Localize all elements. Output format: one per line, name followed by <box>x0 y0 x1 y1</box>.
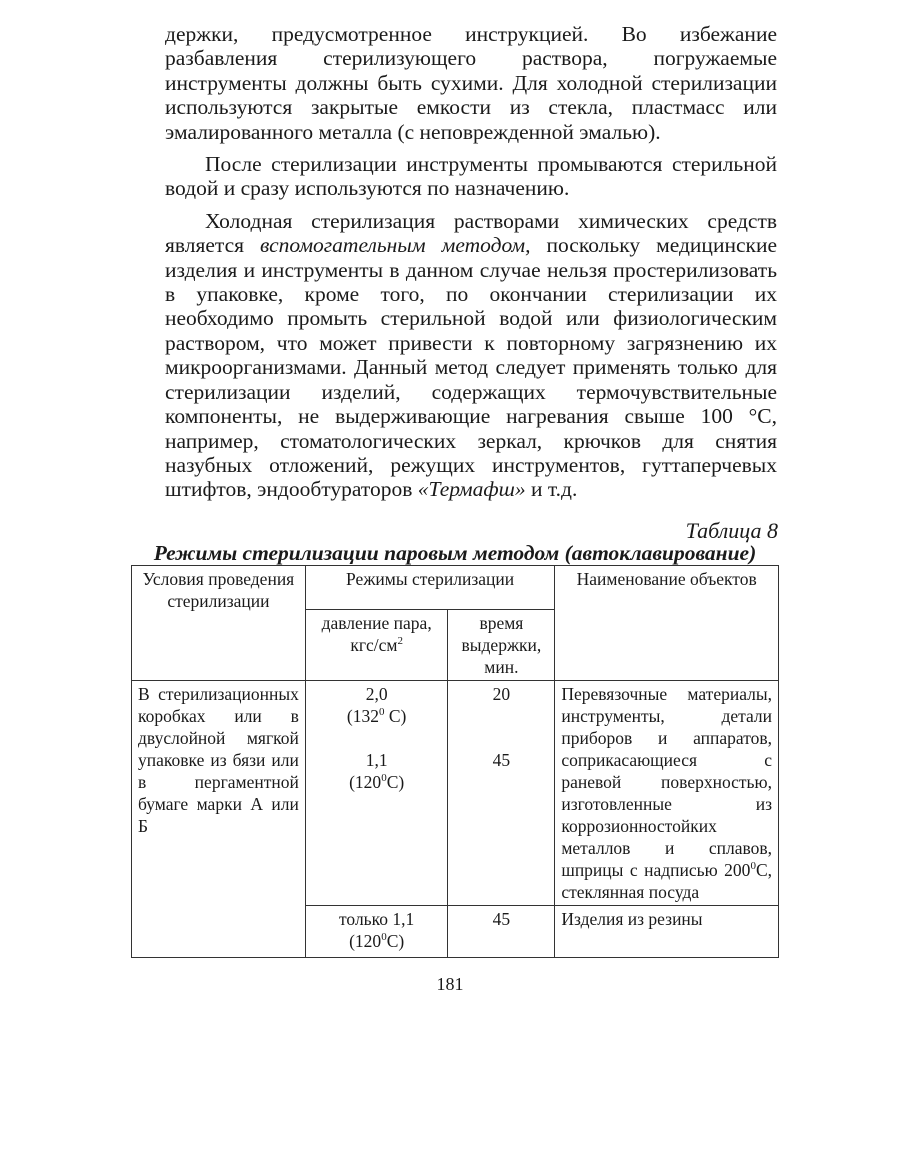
temp-unit: С) <box>386 772 405 792</box>
cell-temperature <box>312 771 442 793</box>
temp-text: (132 <box>346 706 379 726</box>
cell-time-value: 45 <box>492 750 511 770</box>
temp-unit: С) <box>384 706 407 726</box>
cell-pressure-value: 1,1 <box>365 750 388 770</box>
cell-time: 45 <box>448 906 555 958</box>
page-number: 181 <box>436 974 464 994</box>
cell-pressure-value: 2,0 <box>365 684 388 704</box>
cell-temperature <box>312 705 442 727</box>
cell-conditions: В стерилизационных коробках или в двуслойной мягкой упаковке из бязи или в пергаментной бумаге марки А или Б <box>132 681 306 958</box>
temp-unit: С) <box>386 931 405 951</box>
header-time: время выдержки, мин. <box>448 610 555 681</box>
paragraph-3-italic-2: «Термафш» <box>417 477 526 502</box>
header-pressure <box>305 610 448 681</box>
paragraph-3-part-3: и т.д. <box>525 477 578 502</box>
objects-sup: 0 <box>750 860 756 873</box>
paragraph-3-italic: вспомогательным методом, <box>260 233 531 258</box>
header-conditions: Условия проведения стерилизации <box>132 566 306 681</box>
table-number: Таблица 8 <box>685 518 778 543</box>
temp-text: (120 <box>349 772 382 792</box>
objects-text-end: С, стеклянная посуда <box>561 860 772 902</box>
cell-time <box>448 681 555 906</box>
header-modes: Режимы стерилизации <box>305 566 554 610</box>
temp-text: (120 <box>349 931 382 951</box>
paragraph-3-part-2: поскольку медицинские изделия и инструменты в данном случае нельзя простерилизовать в упаковке, кроме того, по окончании стерилизации их необходимо промыть стерильной водой или физиологическим раствором, что может привести к повторному загрязнению их микроорганизмами. Данный метод следует применять только для стерилизации изделий, содержащих термочувствительные компоненты, не выдерживающие нагревания свыше 100 °С, например, стоматологических зеркал, крючков для снятия назубных отложений, режущих инструментов, гуттаперчевых штифтов, эндообтураторов <box>165 233 777 502</box>
body-text <box>165 22 777 510</box>
cell-pressure-value: только 1,1 <box>339 909 415 929</box>
paragraph-2: После стерилизации инструменты промываются стерильной водой и сразу используются по назначению. <box>165 152 777 201</box>
cell-spacer <box>454 705 548 749</box>
table-title: Режимы стерилизации паровым методом (автоклавирование) <box>153 541 757 565</box>
cell-pressure <box>305 681 448 906</box>
paragraph-3 <box>165 209 777 502</box>
cell-objects <box>555 681 779 906</box>
temp-sup: 0 <box>381 931 387 944</box>
objects-text: Перевязочные материалы, инструменты, детали приборов и аппаратов, соприкасающиеся с раневой поверхностью, изготовленные из коррозионностойких металлов и сплавов, шприцы с надписью 200 <box>561 684 772 880</box>
header-objects: Наименование объектов <box>555 566 779 681</box>
cell-pressure <box>305 906 448 958</box>
paragraph-1: держки, предусмотренное инструкцией. Во избежание разбавления стерилизующего раствора, погружаемые инструменты должны быть сухими. Для холодной стерилизации используются закрытые емкости из стекла, пластмасс или эмалированного металла (с неповрежденной эмалью). <box>165 22 777 144</box>
sterilization-table <box>131 565 779 958</box>
cell-objects: Изделия из резины <box>555 906 779 958</box>
paragraph-3-part-1: Холодная стерилизация растворами химических средств является <box>165 208 777 258</box>
cell-temperature <box>312 930 442 952</box>
table-row <box>132 681 779 906</box>
header-pressure-sup: 2 <box>397 635 403 648</box>
temp-sup: 0 <box>379 706 385 719</box>
table-header-row <box>132 566 779 610</box>
cell-time-value: 20 <box>492 684 511 704</box>
cell-spacer <box>312 727 442 749</box>
temp-sup: 0 <box>381 772 387 785</box>
header-pressure-text: давление пара, кгс/см <box>321 613 432 655</box>
